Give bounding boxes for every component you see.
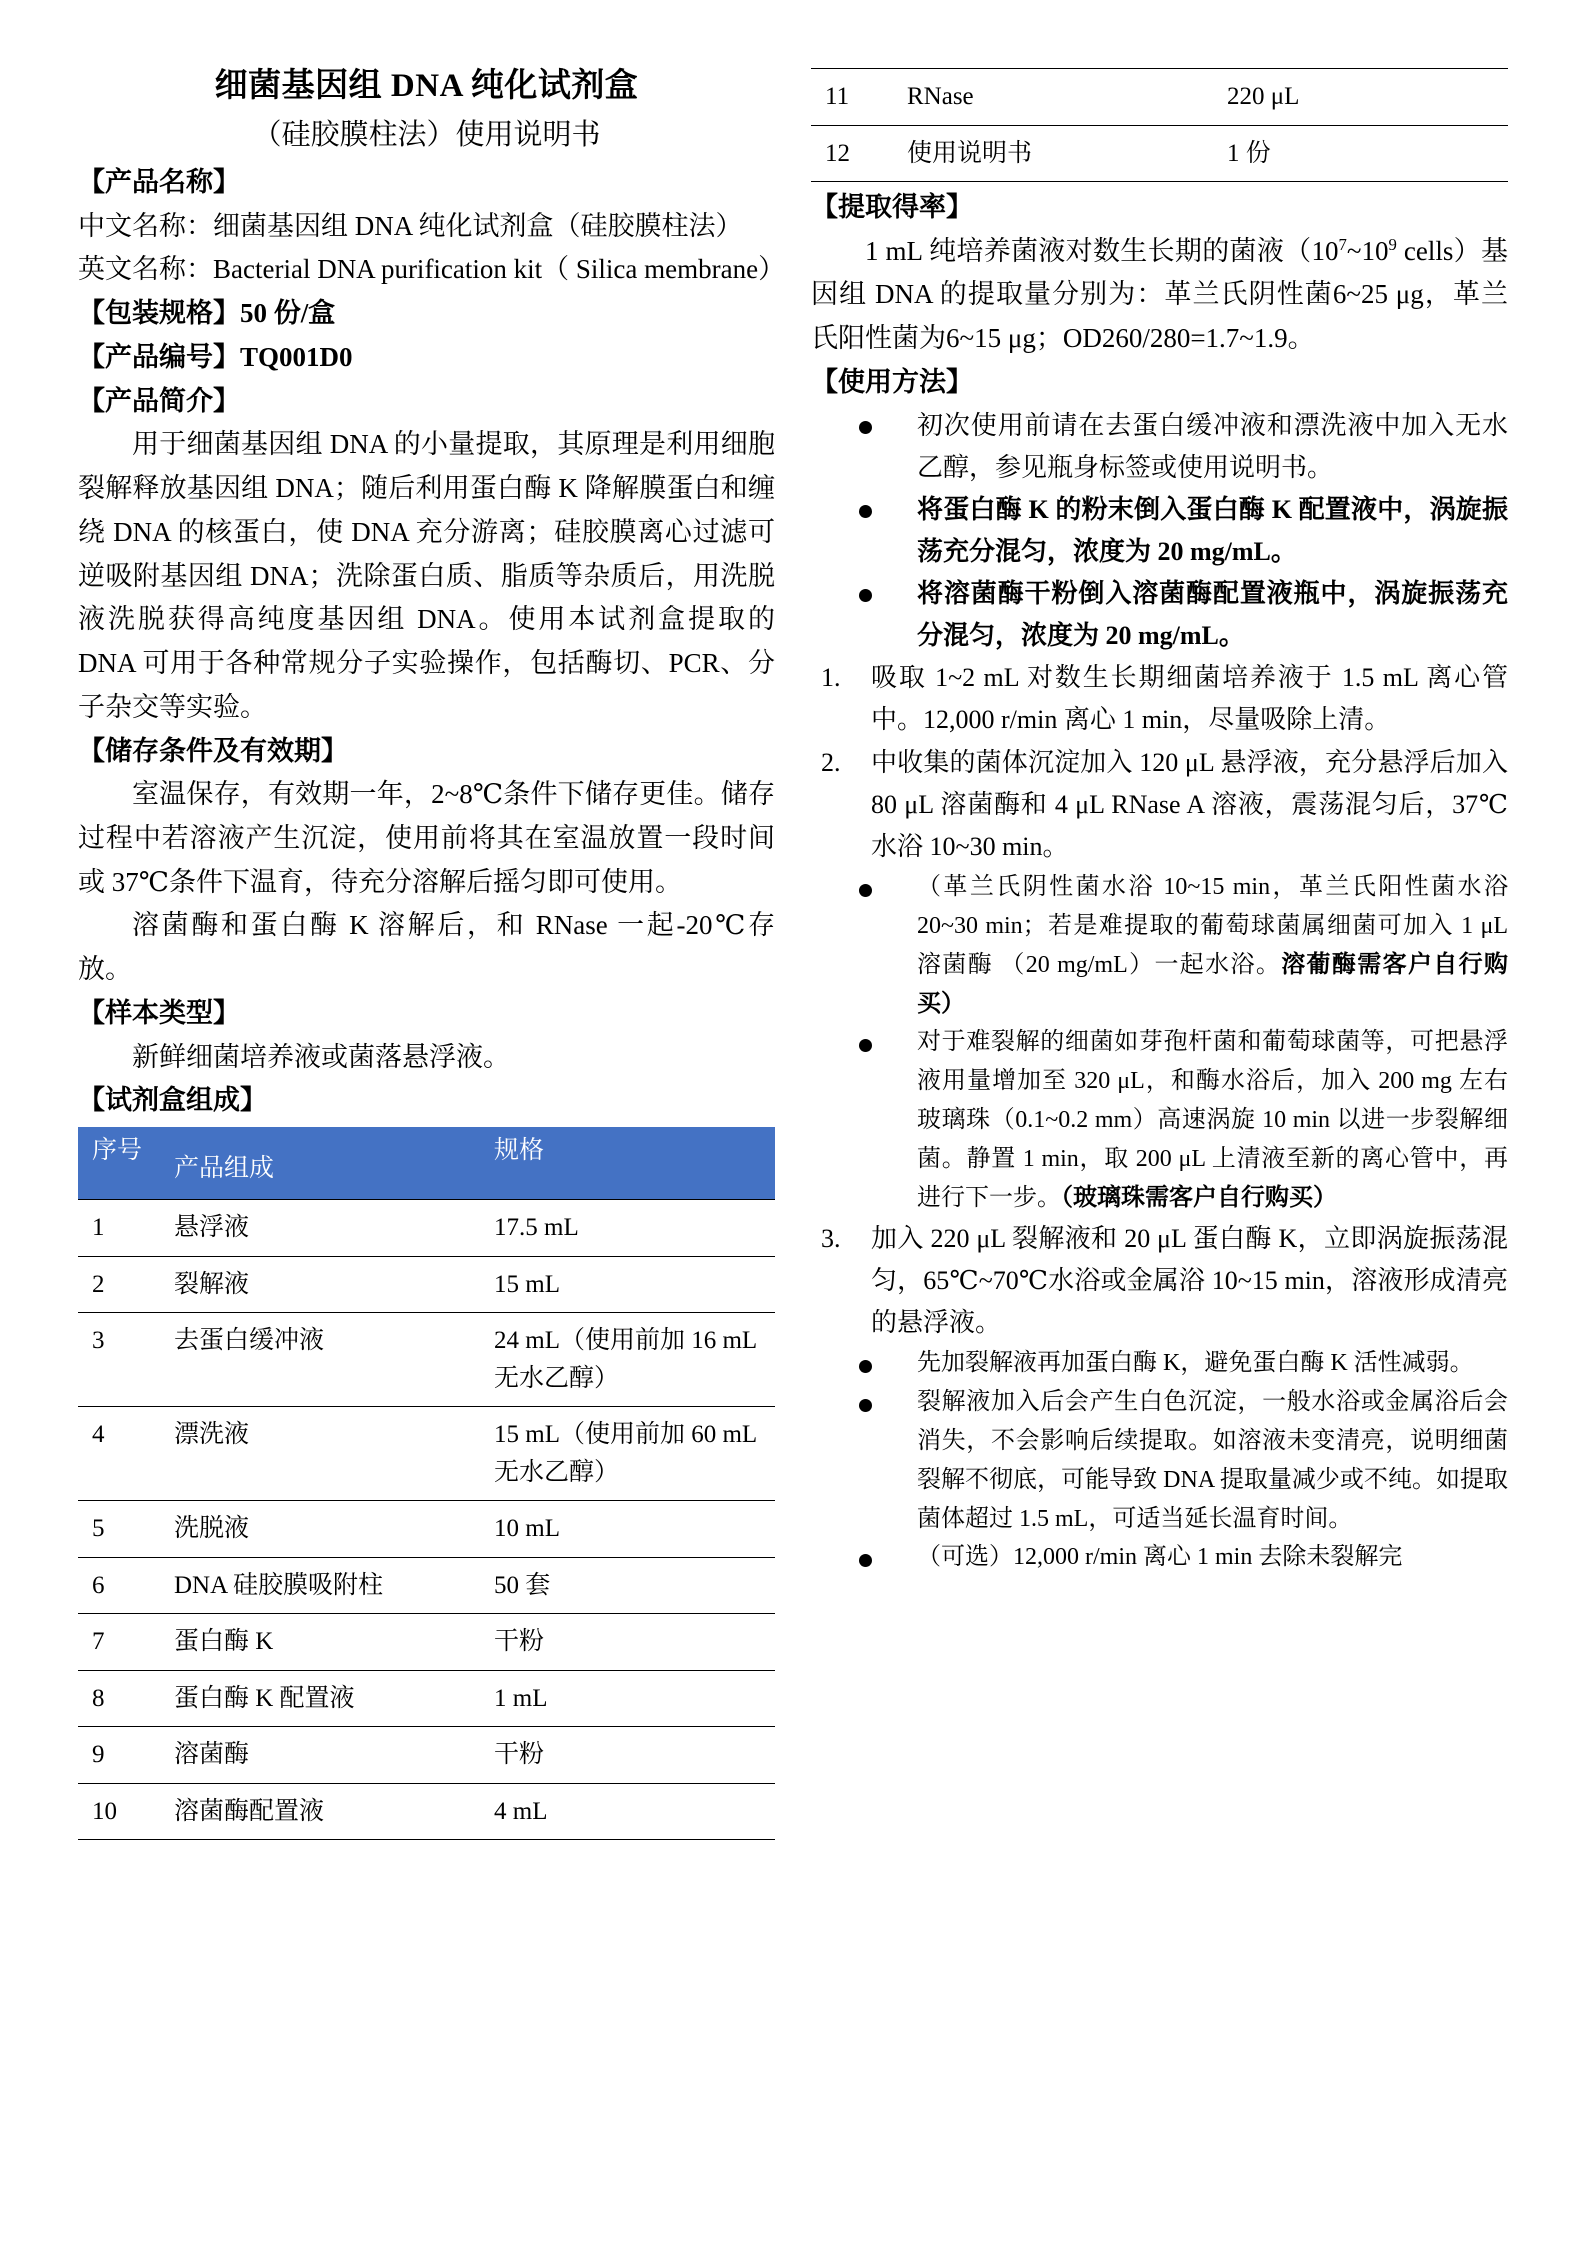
table-row: [78, 1727, 775, 1784]
step-number: 3.: [821, 1223, 841, 1253]
cell-name: 悬浮液: [164, 1200, 484, 1257]
cell-spec: 15 mL: [484, 1256, 775, 1313]
cell-name: 使用说明书: [897, 125, 1217, 182]
kit-composition-table: [78, 1127, 775, 1840]
cell-no: 2: [78, 1256, 164, 1313]
product-code-value: TQ001D0: [240, 341, 353, 372]
cell-spec: 1 mL: [484, 1670, 775, 1727]
column-header-name: 产品组成: [164, 1127, 484, 1200]
usage-step-item: [811, 657, 1508, 741]
usage-bullet-item: [811, 868, 1508, 1024]
step-number: 1.: [821, 663, 841, 693]
yield-paragraph: [811, 230, 1508, 361]
table-body: [78, 1200, 775, 1840]
section-heading-storage: 【储存条件及有效期】: [78, 735, 348, 766]
table-row: [78, 1557, 775, 1614]
column-header-no: 序号: [78, 1127, 164, 1200]
left-column: [78, 62, 786, 1840]
cell-name: 溶菌酶配置液: [164, 1783, 484, 1840]
cell-spec: 1 份: [1217, 125, 1508, 182]
usage-bullet-item: 裂解液加入后会产生白色沉淀，一般水浴或金属浴后会消失，不会影响后续提取。如溶液未变清亮，说明细菌裂解不彻底，可能导致 DNA 提取量减少或不纯。如提取菌体超过 1.5 mL，可适当延长温育时间。: [811, 1383, 1508, 1539]
package-spec-row: [78, 292, 775, 336]
table-header: [78, 1127, 775, 1200]
section-heading-kit-composition: 【试剂盒组成】: [78, 1085, 267, 1116]
table-row: [78, 1670, 775, 1727]
usage-step-list-b: [811, 1218, 1508, 1344]
product-code-row: [78, 336, 775, 380]
table-row: [78, 1313, 775, 1407]
package-spec-heading: 【包装规格】: [78, 298, 240, 329]
yield-text-a: 1 mL 纯培养菌液对数生长期的菌液（10: [865, 235, 1339, 266]
cell-no: 3: [78, 1313, 164, 1407]
table-row: [78, 1614, 775, 1671]
cell-spec: 50 套: [484, 1557, 775, 1614]
kit-composition-table-continued: [811, 68, 1508, 182]
usage-bullet-item: 将蛋白酶 K 的粉末倒入蛋白酶 K 配置液中，涡旋振荡充分混匀，浓度为 20 mg/mL。: [811, 489, 1508, 573]
sample-type-paragraph: 新鲜细菌培养液或菌落悬浮液。: [132, 1041, 510, 1072]
cell-spec: 10 mL: [484, 1501, 775, 1558]
table-row: [78, 1256, 775, 1313]
right-column: [811, 62, 1508, 1577]
cell-name: 蛋白酶 K 配置液: [164, 1670, 484, 1727]
cell-name: DNA 硅胶膜吸附柱: [164, 1557, 484, 1614]
cell-no: 4: [78, 1407, 164, 1501]
table-row: [811, 69, 1508, 126]
cell-name: 裂解液: [164, 1256, 484, 1313]
page-subtitle: （硅胶膜柱法）使用说明书: [252, 118, 601, 151]
yield-exponent-low: 7: [1338, 234, 1347, 254]
product-name-english: 英文名称：Bacterial DNA purification kit（ Silica membrane）: [78, 254, 786, 285]
cell-no: 1: [78, 1200, 164, 1257]
cell-spec: 干粉: [484, 1614, 775, 1671]
step-text: 中收集的菌体沉淀加入 120 μL 悬浮液，充分悬浮后加入 80 μL 溶菌酶和 4 μL RNase A 溶液，震荡混匀后，37℃水浴 10~30 min。: [871, 747, 1508, 861]
cell-no: 6: [78, 1557, 164, 1614]
usage-step-list-a: [811, 657, 1508, 868]
note-text: （革兰氏阴性菌水浴 10~15 min，革兰氏阳性菌水浴 20~30 min；若是难提取的葡萄球菌属细菌可加入 1 μL 溶菌酶 （20 mg/mL）一起水浴。: [917, 873, 1508, 978]
table-body-continued: [811, 69, 1508, 182]
section-heading-usage: 【使用方法】: [811, 366, 973, 397]
table-row: [78, 1501, 775, 1558]
column-header-spec: 规格: [484, 1127, 775, 1200]
table-row: [811, 125, 1508, 182]
section-heading-sample-type: 【样本类型】: [78, 997, 240, 1028]
intro-paragraph: 用于细菌基因组 DNA 的小量提取，其原理是利用细胞裂解释放基因组 DNA；随后利用蛋白酶 K 降解膜蛋白和缠绕 DNA 的核蛋白，使 DNA 充分游离；硅胶膜离心过滤可逆吸附基因组 DNA；洗除蛋白质、脂质等杂质后，用洗脱液洗脱获得高纯度基因组 DNA。使用本试剂盒提取的 DNA 可用于各种常规分子实验操作，包括酶切、PCR、分子杂交等实验。: [78, 429, 775, 722]
product-name-chinese: 中文名称：细菌基因组 DNA 纯化试剂盒（硅胶膜柱法）: [78, 210, 743, 241]
usage-step-item: [811, 1218, 1508, 1344]
step-text: 加入 220 μL 裂解液和 20 μL 蛋白酶 K，立即涡旋振荡混匀，65℃~70℃水浴或金属浴 10~15 min，溶液形成清亮的悬浮液。: [871, 1223, 1508, 1337]
package-spec-value: 50 份/盒: [240, 298, 336, 329]
cell-name: 蛋白酶 K: [164, 1614, 484, 1671]
note-text-emphasis: 溶葡酶需客户自行购买）: [917, 951, 1508, 1017]
cell-no: 10: [78, 1783, 164, 1840]
step-number: 2.: [821, 747, 841, 777]
table-row: [78, 1783, 775, 1840]
section-heading-yield: 【提取得率】: [811, 192, 973, 222]
table-header-row: [78, 1127, 775, 1200]
cell-no: 11: [811, 69, 897, 126]
cell-no: 9: [78, 1727, 164, 1784]
note-text: 对于难裂解的细菌如芽孢杆菌和葡萄球菌等，可把悬浮液用量增加至 320 μL，和酶水浴后，加入 200 mg 左右玻璃珠（0.1~0.2 mm）高速涡旋 10 min 以进一步裂解细菌。静置 1 min，取 200 μL 上清液至新的离心管中，再进行下一步。: [917, 1029, 1508, 1211]
usage-note-list-a: [811, 868, 1508, 1218]
usage-bullet-item: 先加裂解液再加蛋白酶 K，避免蛋白酶 K 活性减弱。: [811, 1344, 1508, 1383]
yield-text-c: cells）基因组 DNA 的提取量分别为：革兰氏阴性菌6~25 μg，革兰氏阳性菌为6~15 μg；OD260/280=1.7~1.9。: [811, 235, 1508, 354]
cell-no: 8: [78, 1670, 164, 1727]
cell-name: 溶菌酶: [164, 1727, 484, 1784]
usage-bullet-item: 初次使用前请在去蛋白缓冲液和漂洗液中加入无水乙醇，参见瓶身标签或使用说明书。: [811, 405, 1508, 489]
note-text-emphasis: （玻璃珠需客户自行购买）: [1061, 1184, 1337, 1211]
cell-spec: 15 mL（使用前加 60 mL 无水乙醇）: [484, 1407, 775, 1501]
usage-step-item: [811, 742, 1508, 868]
usage-bullet-item: 将溶菌酶干粉倒入溶菌酶配置液瓶中，涡旋振荡充分混匀，浓度为 20 mg/mL。: [811, 573, 1508, 657]
cell-spec: 4 mL: [484, 1783, 775, 1840]
yield-exponent-high: 9: [1388, 234, 1397, 254]
cell-name: 洗脱液: [164, 1501, 484, 1558]
storage-paragraph-1: 室温保存，有效期一年，2~8℃条件下储存更佳。储存过程中若溶液产生沉淀，使用前将其在室温放置一段时间或 37℃条件下温育，待充分溶解后摇匀即可使用。: [78, 779, 775, 897]
section-heading-intro: 【产品简介】: [78, 385, 240, 416]
cell-no: 5: [78, 1501, 164, 1558]
usage-bullet-item: （可选）12,000 r/min 离心 1 min 去除未裂解完: [811, 1538, 1508, 1577]
section-heading-product-name: 【产品名称】: [78, 167, 240, 197]
two-column-layout: [78, 62, 1508, 2202]
usage-list: [811, 405, 1508, 658]
table-row: [78, 1200, 775, 1257]
cell-no: 12: [811, 125, 897, 182]
cell-name: 去蛋白缓冲液: [164, 1313, 484, 1407]
cell-name: 漂洗液: [164, 1407, 484, 1501]
usage-bullet-item: [811, 1023, 1508, 1217]
cell-spec: 17.5 mL: [484, 1200, 775, 1257]
yield-text-b: ~10: [1346, 235, 1389, 266]
storage-paragraph-2: 溶菌酶和蛋白酶 K 溶解后，和 RNase 一起-20℃存放。: [78, 910, 775, 985]
cell-no: 7: [78, 1614, 164, 1671]
cell-spec: 24 mL（使用前加 16 mL 无水乙醇）: [484, 1313, 775, 1407]
usage-note-list-b: [811, 1344, 1508, 1577]
step-text: 吸取 1~2 mL 对数生长期细菌培养液于 1.5 mL 离心管中。12,000 r/min 离心 1 min，尽量吸除上清。: [871, 663, 1508, 735]
product-code-heading: 【产品编号】: [78, 341, 240, 372]
page-title: 细菌基因组 DNA 纯化试剂盒: [214, 68, 639, 104]
cell-spec: 干粉: [484, 1727, 775, 1784]
table-row: [78, 1407, 775, 1501]
cell-name: RNase: [897, 69, 1217, 126]
cell-spec: 220 μL: [1217, 69, 1508, 126]
